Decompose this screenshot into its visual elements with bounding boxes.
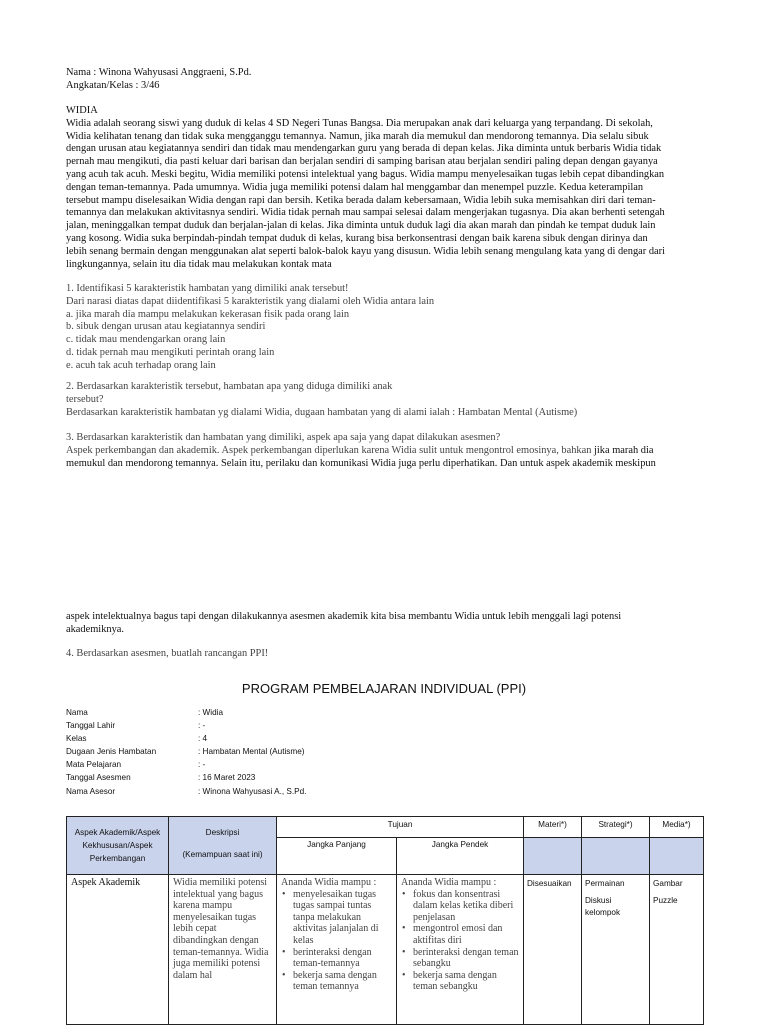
list-item: a. jika marah dia mampu melakukan kekerasan fisik pada orang lain bbox=[66, 308, 350, 320]
story-line: tersebut mampu diselesaikan Widia dengan rapi dan bersih. Ketika berada dalam kebersamaan, Widia lebih suka memisahkan diri dari teman- bbox=[66, 194, 656, 206]
author-header bbox=[66, 67, 706, 93]
cell-deskripsi: Widia memiliki potensi intelektual yang bagus karena mampu menyelesaikan tugas lebih cepat dibandingkan dengan teman-temannya. Widia juga memiliki potensi dalam hal bbox=[169, 875, 277, 1025]
identity-value: : 16 Maret 2023 bbox=[198, 773, 256, 783]
table-header-row bbox=[67, 817, 704, 838]
list-item: c. tidak mau mendengarkan orang lain bbox=[66, 334, 226, 346]
story-section bbox=[66, 105, 706, 271]
question-1-section bbox=[66, 283, 706, 373]
cell-jangka-panjang bbox=[277, 875, 397, 1025]
media-item: Puzzle bbox=[653, 896, 678, 905]
identity-label: Tanggal Lahir bbox=[66, 721, 116, 731]
question-2-section bbox=[66, 381, 706, 419]
cell-media bbox=[650, 875, 704, 1025]
identity-label: Mata Pelajaran bbox=[66, 760, 122, 770]
header-empty bbox=[524, 838, 582, 875]
identity-value: : Widia bbox=[198, 708, 224, 717]
header-media: Media*) bbox=[650, 817, 704, 838]
header-materi: Materi*) bbox=[524, 817, 582, 838]
question-3-answer-line: memukul dan mendorong temannya. Selain itu, perilaku dan komunikasi Widia juga perlu diperhatikan. Dan untuk aspek akademik meskipun bbox=[66, 457, 656, 469]
identity-label: Dugaan Jenis Hambatan bbox=[66, 747, 157, 757]
story-paragraph bbox=[66, 118, 706, 272]
question-2: 2. Berdasarkan karakteristik tersebut, hambatan apa yang diduga dimiliki anak bbox=[66, 381, 393, 392]
story-line: dengan teman-temannya. Pada umumnya. Widia juga memiliki potensi dalam hal menggambar dan menempel puzzle. Kedua keterampilan bbox=[66, 181, 644, 193]
identity-label: Nama bbox=[66, 708, 88, 717]
list-item: d. tidak pernah mau mengikuti perintah orang lain bbox=[66, 346, 275, 358]
identity-row bbox=[66, 758, 306, 771]
header-jangka-panjang: Jangka Panjang bbox=[277, 838, 397, 875]
media-item: Gambar bbox=[653, 879, 683, 888]
identity-label: Tanggal Asesmen bbox=[66, 773, 131, 783]
question-3-section bbox=[66, 432, 706, 470]
identity-row bbox=[66, 732, 306, 745]
header-strategi: Strategi*) bbox=[582, 817, 650, 838]
story-line: temannya dan melakukan aktivitasnya sendiri. Widia tidak pernah mau sampai selesai dalam mengerjakan tugasnya. Dia akan berhenti setengah bbox=[66, 207, 665, 219]
cell-materi: Disesuaikan bbox=[524, 875, 582, 1025]
list-item: • berinteraksi dengan teman-temannya bbox=[291, 947, 392, 970]
identity-value: : Hambatan Mental (Autisme) bbox=[198, 747, 305, 757]
header-aspek: Aspek Akademik/Aspek Kekhususan/Aspek Perkembangan bbox=[67, 817, 169, 875]
identity-row bbox=[66, 745, 306, 758]
identity-value: : - bbox=[198, 721, 206, 731]
question-3-answer-line: aspek intelektualnya bagus tapi dengan dilakukannya asesmen akademik kita bisa membantu Widia untuk lebih menggali lagi potensi bbox=[66, 611, 622, 622]
question-2-cont: tersebut? bbox=[66, 393, 104, 405]
identity-value: : Winona Wahyusasi A., S.Pd. bbox=[198, 786, 307, 796]
strategi-item: Diskusi kelompok bbox=[585, 896, 621, 917]
header-deskripsi-label: Deskripsi bbox=[205, 828, 240, 837]
list-item: b. sibuk dengan urusan atau kegiatannya sendiri bbox=[66, 321, 266, 333]
identity-value: : 4 bbox=[198, 734, 208, 744]
table-row bbox=[67, 875, 704, 1025]
answer-text: Aspek perkembangan dan akademik. Aspek perkembangan diperlukan karena Widia sulit untuk mengontrol emosinya, bahkan bbox=[66, 444, 595, 456]
list-item: • berinteraksi dengan teman sebangku bbox=[411, 947, 519, 970]
story-title: WIDIA bbox=[66, 105, 98, 116]
goal-intro: Ananda Widia mampu : bbox=[401, 877, 497, 888]
list-item: • bekerja sama dengan teman sebangku bbox=[411, 970, 519, 993]
story-line: lingkungannya, selain itu dia tidak mau melakukan kontak mata bbox=[66, 258, 332, 270]
header-tujuan: Tujuan bbox=[277, 817, 524, 838]
story-line: Widia adalah seorang siswi yang duduk di kelas 4 SD Negeri Tunas Bangsa. Dia merupakan anak dari keluarga yang terpandang. Di sekolah, bbox=[66, 117, 653, 129]
story-line: yang kosong. Widia suka berpindah-pindah tempat duduk di kelas, kurang bisa berkonsentrasi dengan baik karena sibuk dengan dirinya dan bbox=[66, 232, 648, 244]
list-item: • bekerja sama dengan teman temannya bbox=[291, 970, 392, 993]
story-line: Widia kelihatan tenang dan tidak suka mengganggu temannya. Namun, jika marah dia memukul dan mendorong temannya. Dia selalu sibuk bbox=[66, 130, 649, 142]
author-class: Angkatan/Kelas : 3/46 bbox=[66, 79, 160, 91]
question-4: 4. Berdasarkan asesmen, buatlah rancangan PPI! bbox=[66, 648, 269, 659]
identity-value: : - bbox=[198, 760, 206, 770]
story-line: pernah mau mengikuti, dia pasti keluar dari barisan dan berjalan sendiri di samping barisan atau berjalan sendiri paling depan dengan gayanya bbox=[66, 156, 658, 168]
goal-intro: Ananda Widia mampu : bbox=[281, 877, 377, 888]
identity-row bbox=[66, 719, 306, 732]
list-item: • mengontrol emosi dan aktifitas diri bbox=[411, 923, 519, 946]
identity-label: Nama Asesor bbox=[66, 786, 116, 796]
identity-row bbox=[66, 785, 306, 798]
goal-list bbox=[281, 889, 392, 993]
question-4-section bbox=[66, 648, 706, 661]
cell-jangka-pendek bbox=[397, 875, 524, 1025]
header-deskripsi bbox=[169, 817, 277, 875]
question-1: 1. Identifikasi 5 karakteristik hambatan yang dimiliki anak tersebut! bbox=[66, 283, 349, 294]
list-item: • fokus dan konsentrasi dalam kelas ketika diberi penjelasan bbox=[411, 889, 519, 924]
header-empty bbox=[582, 838, 650, 875]
question-3: 3. Berdasarkan karakteristik dan hambatan yang dimiliki, aspek apa saja yang dapat dilakukan asesmen? bbox=[66, 432, 501, 443]
question-3-answer-cont bbox=[66, 611, 706, 637]
question-2-answer: Berdasarkan karakteristik hambatan yg dialami Widia, dugaan hambatan yang di alami ialah : Hambatan Mental (Autisme) bbox=[66, 406, 578, 418]
story-line: yang acuh tak acuh. Meski begitu, Widia memiliki potensi intelektual yang bagus. Widia mampu menyelesaikan tugas lebih cepat dibandingkan bbox=[66, 168, 665, 180]
header-empty bbox=[650, 838, 704, 875]
story-line: lebih senang bermain dengan menggunakan alat seperti balok-balok kayu yang disusun. Widia lebih senang mengulang kata yang di dengar dari bbox=[66, 245, 665, 257]
author-name: Nama : Winona Wahyusasi Anggraeni, S.Pd. bbox=[66, 67, 252, 78]
story-line: dengan urusan atau kegiatannya sendiri dan tidak mau mendengarkan guru yang berada di depan kelas. Jika diminta untuk berbaris Widia tidak bbox=[66, 143, 662, 155]
cell-aspek: Aspek Akademik bbox=[67, 875, 169, 1025]
answer-text: jika marah dia bbox=[594, 444, 654, 456]
header-deskripsi-sub: (Kemampuan saat ini) bbox=[182, 850, 263, 859]
story-line: jalan, meninggalkan tempat duduk dan berjalan-jalan di kelas. Jika diminta untuk duduk lagi dia akan marah dan pindah ke tempat duduk lain bbox=[66, 220, 656, 232]
question-1-intro: Dari narasi diatas dapat diidentifikasi 5 karakteristik yang dialami oleh Widia antara lain bbox=[66, 295, 435, 307]
question-3-answer-line bbox=[66, 445, 706, 458]
cell-strategi bbox=[582, 875, 650, 1025]
list-item: • menyelesaikan tugas tugas sampai tuntas tanpa melakukan aktivitas jalanjalan di kelas bbox=[291, 889, 392, 947]
ppi-title: PROGRAM PEMBELAJARAN INDIVIDUAL (PPI) bbox=[241, 681, 527, 696]
ppi-identity bbox=[66, 706, 306, 798]
ppi-table bbox=[66, 816, 704, 1025]
identity-row bbox=[66, 706, 306, 719]
list-item: e. acuh tak acuh terhadap orang lain bbox=[66, 359, 216, 371]
strategi-item: Permainan bbox=[585, 879, 625, 888]
question-3-answer-line: akademiknya. bbox=[66, 623, 124, 635]
goal-list bbox=[401, 889, 519, 993]
identity-label: Kelas bbox=[66, 734, 87, 744]
header-jangka-pendek: Jangka Pendek bbox=[397, 838, 524, 875]
identity-row bbox=[66, 771, 306, 784]
